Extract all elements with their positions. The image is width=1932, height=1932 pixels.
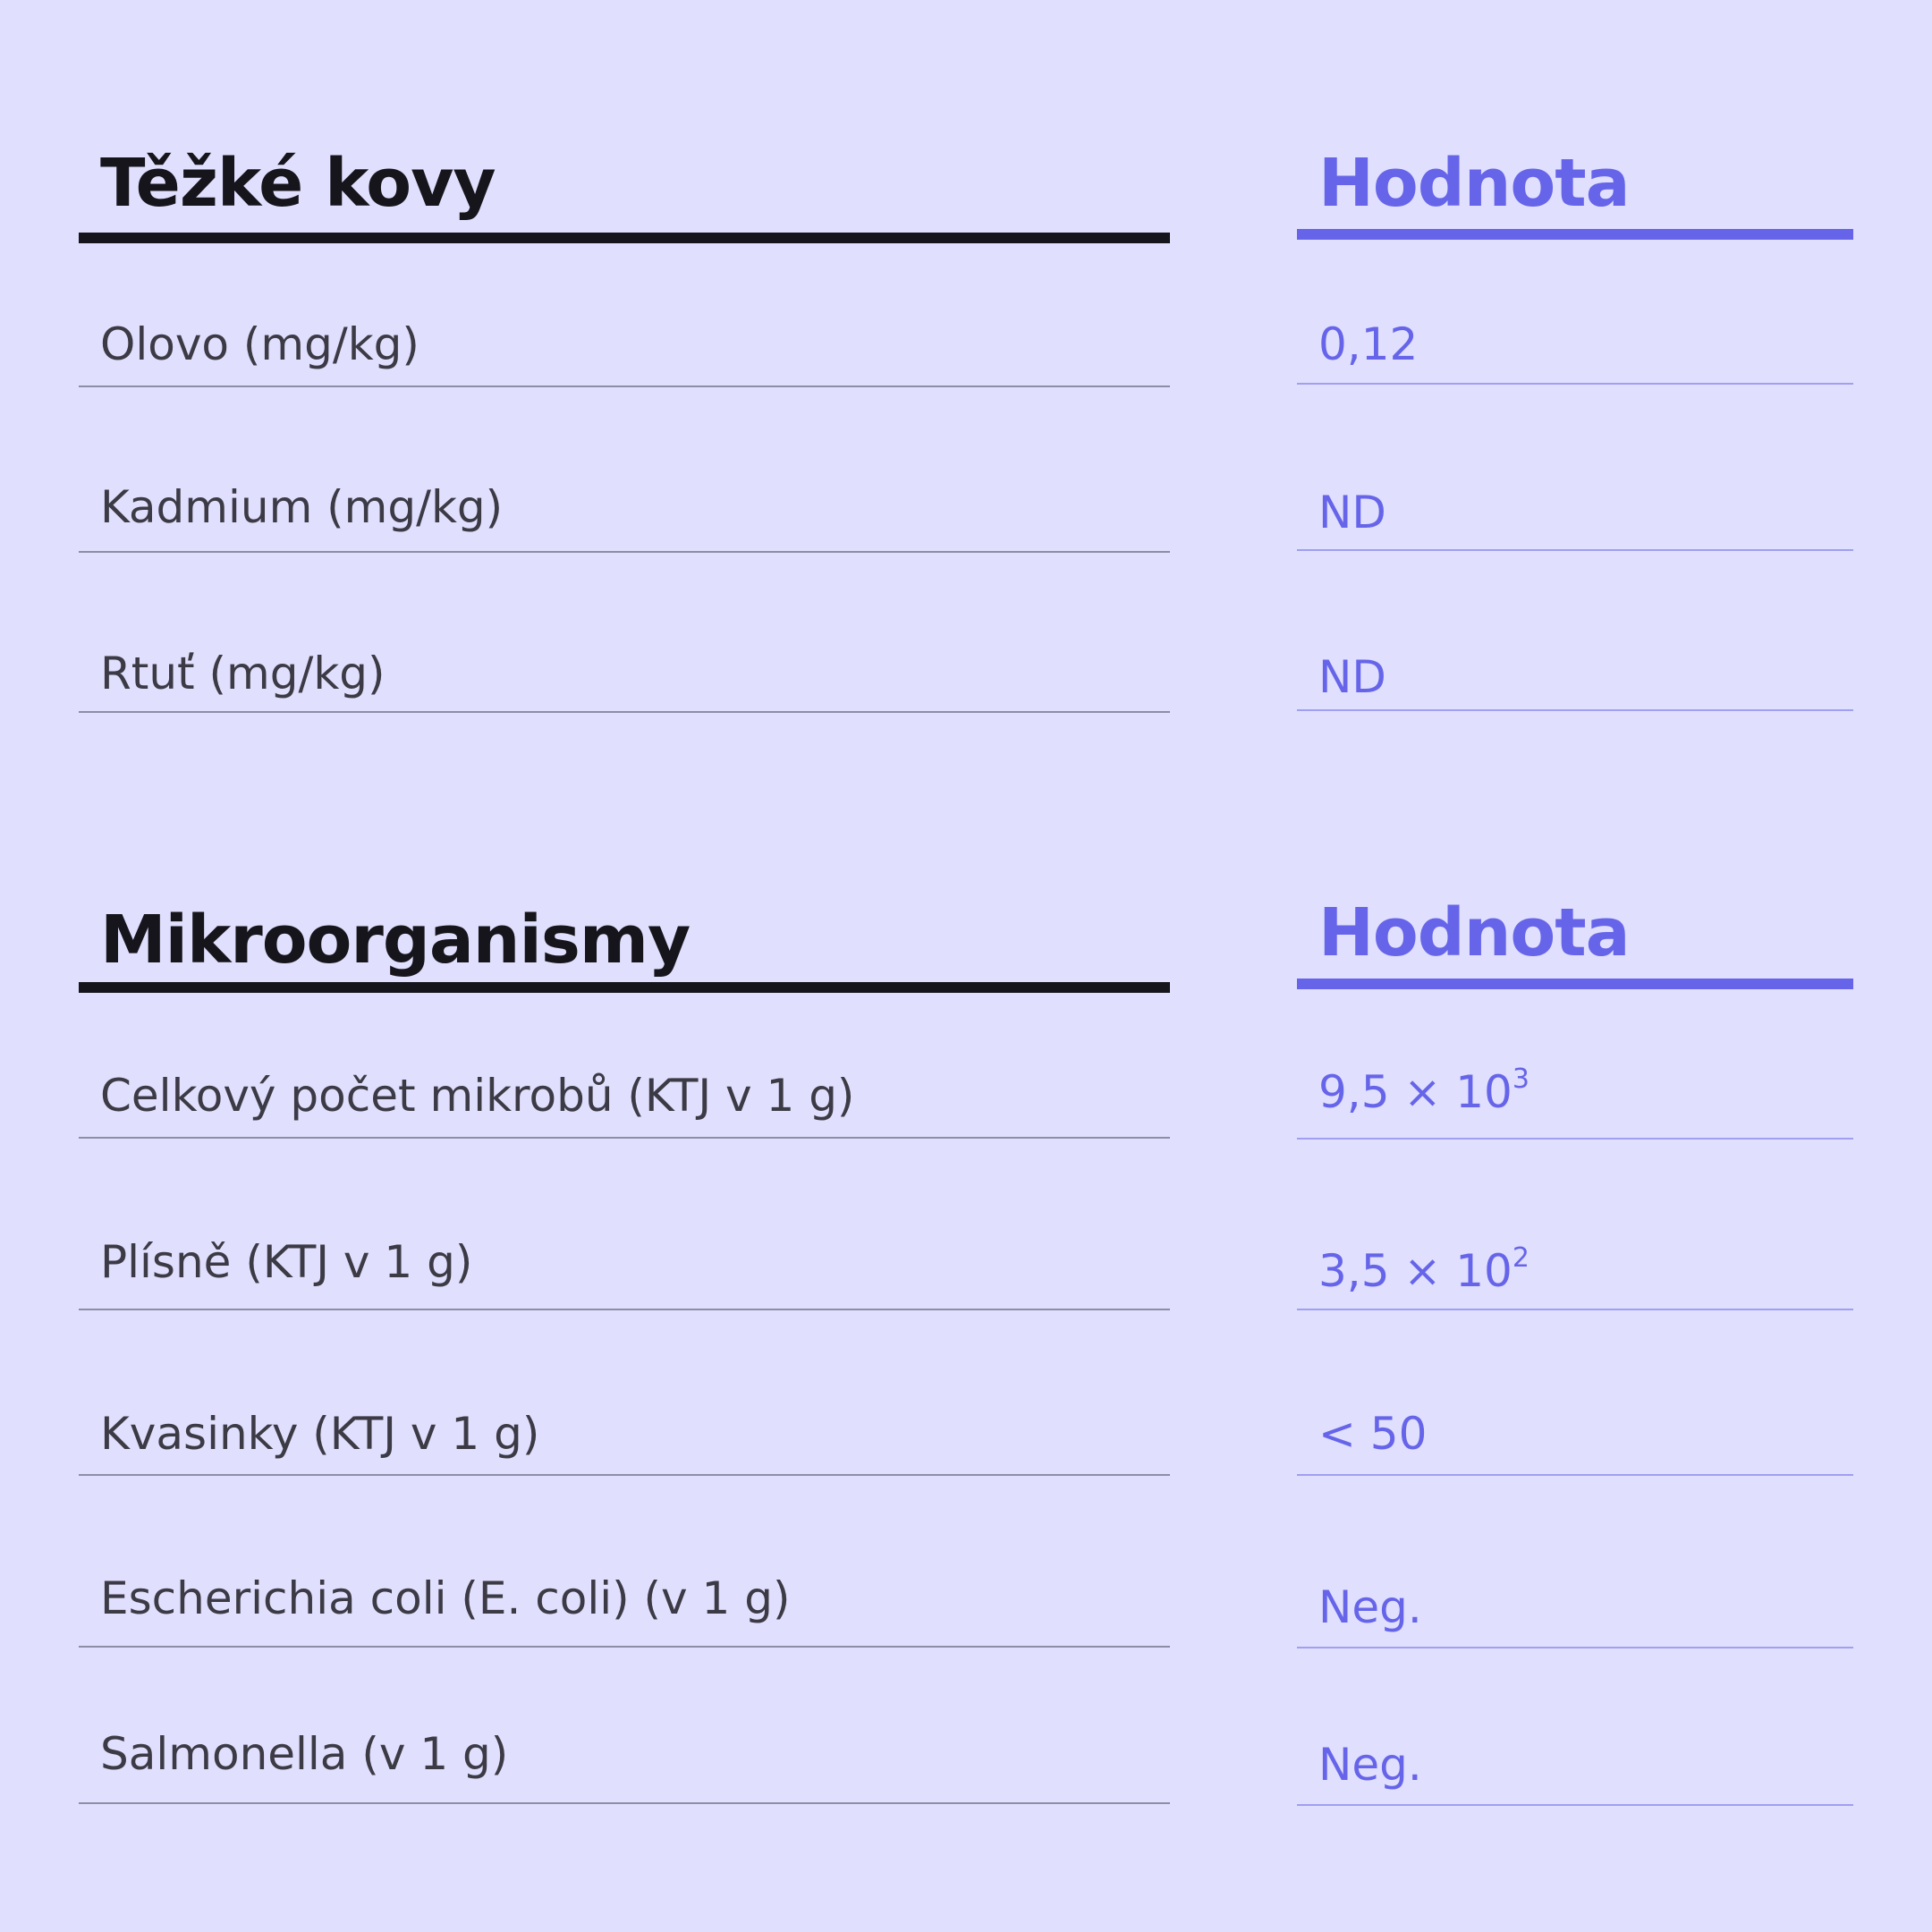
row-value-mercury: ND (1297, 655, 1853, 711)
row-label-e-coli: Escherichia coli (E. coli) (v 1 g) (79, 1576, 1170, 1648)
section-title-microorganisms: Mikroorganismy (79, 907, 1170, 993)
row-value-cadmium: ND (1297, 490, 1853, 551)
row-value-salmonella: Neg. (1297, 1742, 1853, 1806)
value-mantissa: 9,5 × 10 (1318, 1066, 1513, 1118)
section-title-heavy-metals: Těžké kovy (79, 150, 1170, 243)
row-label-lead: Olovo (mg/kg) (79, 322, 1170, 387)
value-header-heavy-metals: Hodnota (1297, 150, 1853, 240)
row-label-salmonella: Salmonella (v 1 g) (79, 1732, 1170, 1804)
row-label-total-microbes: Celkový počet mikrobů (KTJ v 1 g) (79, 1073, 1170, 1139)
row-label-mercury: Rtuť (mg/kg) (79, 651, 1170, 713)
row-value-e-coli: Neg. (1297, 1585, 1853, 1648)
row-label-cadmium: Kadmium (mg/kg) (79, 485, 1170, 553)
row-value-total-microbes (1297, 1063, 1853, 1140)
value-header-microorganisms: Hodnota (1297, 900, 1853, 989)
row-value-lead: 0,12 (1297, 322, 1853, 385)
row-value-yeasts: < 50 (1297, 1411, 1853, 1476)
row-label-yeasts: Kvasinky (KTJ v 1 g) (79, 1411, 1170, 1476)
row-label-molds: Plísně (KTJ v 1 g) (79, 1240, 1170, 1310)
row-value-molds (1297, 1242, 1853, 1310)
value-exponent: 3 (1512, 1063, 1530, 1095)
value-mantissa: 3,5 × 10 (1318, 1245, 1513, 1297)
value-exponent: 2 (1512, 1242, 1530, 1274)
